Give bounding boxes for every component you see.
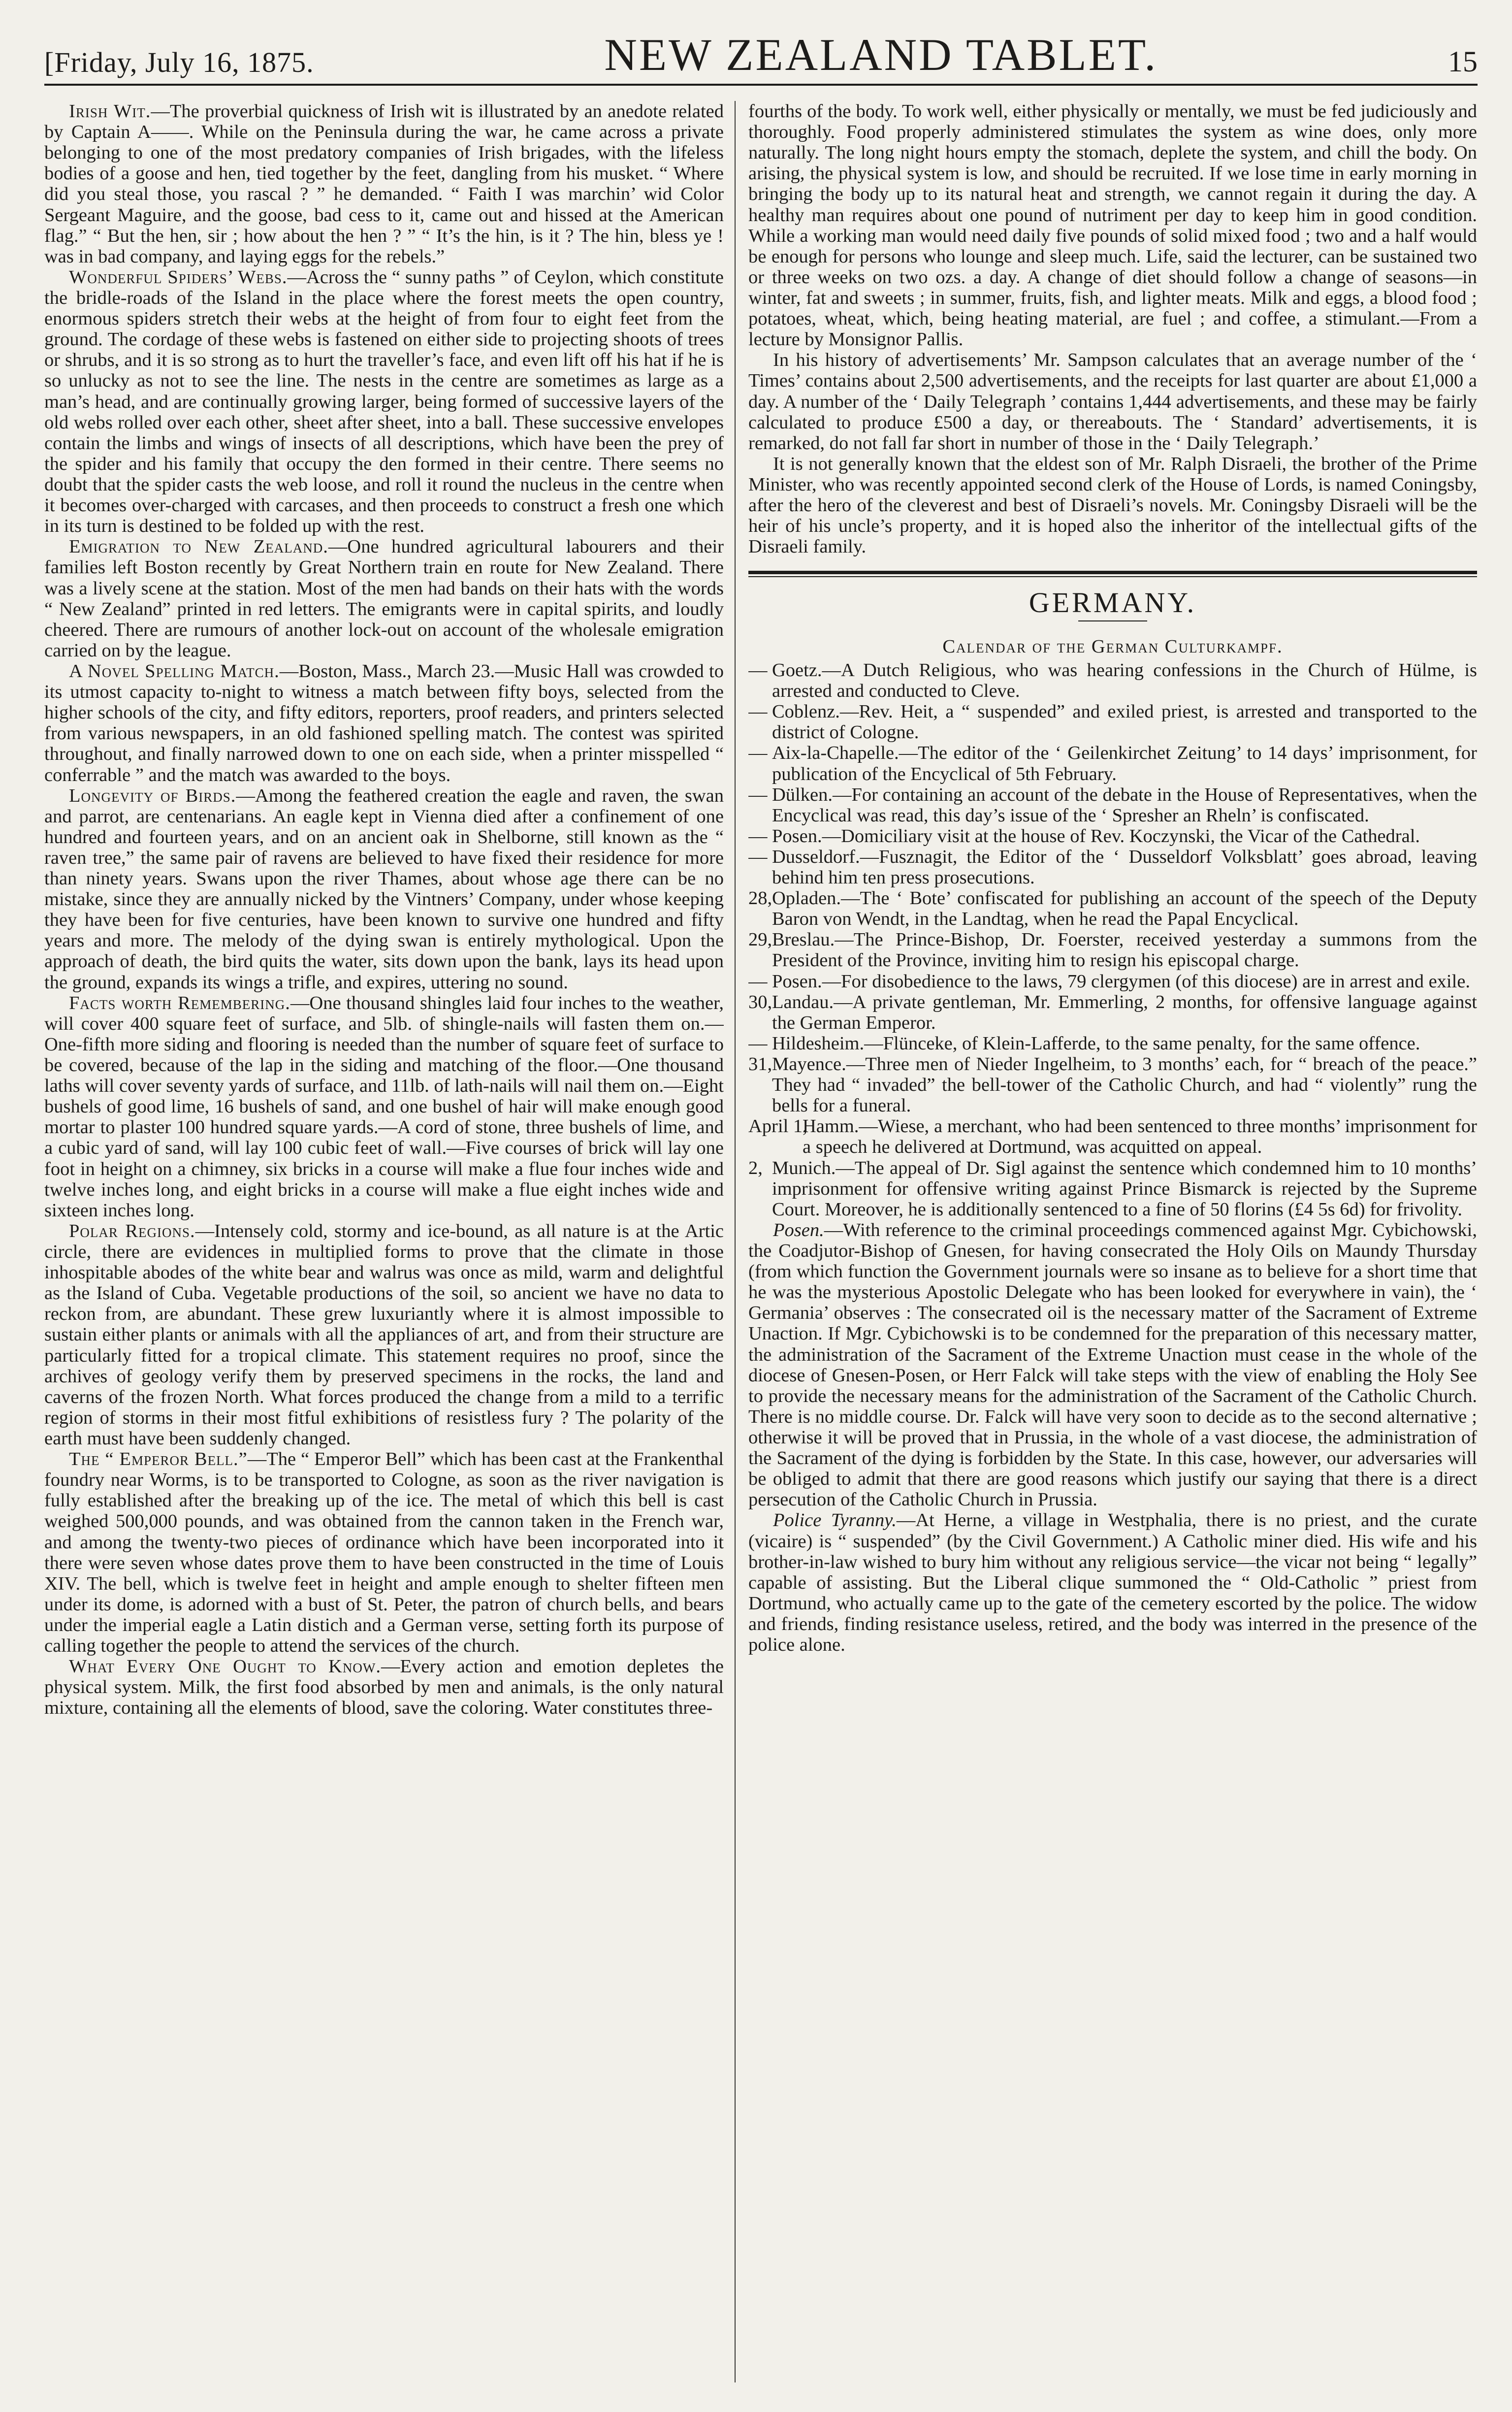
calendar-entry: — Coblenz.—Rev. Heit, a “ suspended” and exiled priest, is arrested and transported to the district of Cologne. (748, 701, 1477, 743)
article-what-everyone-know: What Every One Ought to Know.—Every action and emotion depletes the physical system. Milk, the first food absorbed by men and animals, is the only natural mixture, containing all the elements of blood, save the coloring. Water constitutes three- (44, 1656, 724, 1719)
page-number: 15 (1448, 45, 1478, 78)
issue-date: [Friday, July 16, 1875. (44, 46, 314, 78)
article-spelling-match: A Novel Spelling Match.—Boston, Mass., March 23.—Music Hall was crowded to its utmost capacity to-night to witness a match between fifty boys, selected from the higher schools of the city, and fifty editors, reporters, proof readers, and printers selected from various newspapers, in an old fashioned spelling match. The contest was spirited throughout, and finally narrowed down to one on each side, when a printer misspelled “ conferrable ” and the match was awarded to the boys. (44, 660, 724, 785)
calendar-entry: — Posen.—Domiciliary visit at the house of Rev. Koczynski, the Vicar of the Cathedral. (748, 825, 1420, 847)
calendar-entry: — Goetz.—A Dutch Religious, who was hearing confessions in the Church of Hülme, is arrested and conducted to Cleve. (748, 659, 1477, 702)
calendar-entry: 2, Munich.—The appeal of Dr. Sigl against the sentence which condemned him to 10 months’ imprisonment for offensive writing against Prince Bismarck is rejected by the Supreme Court. Moreover, he is additionally sentenced to a fine of 50 florins (£4 5s 6d) for frivolity. (748, 1157, 1477, 1220)
column-divider (735, 101, 736, 2382)
article-longevity-birds: Longevity of Birds.—Among the feathered creation the eagle and raven, the swan and parrot, are centenarians. An eagle kept in Vienna died after a confinement of one hundred and fourteen years, and on an ancient oak in Shelborne, still known as the “ raven tree,” the same pair of ravens are believed to have fixed their residence for more than ninety years. Swans upon the river Thames, about whose age there can be no mistake, since they are annually nicked by the Vintners’ Company, under whose keeping they have been for five centuries, have been known to survive one hundred and fifty years and more. The melody of the dying swan is entirely mythological. Upon the approach of death, the bird quits the water, sits down upon the bank, lays its head upon the ground, expands its wings a trifle, and expires, uttering no sound. (44, 785, 724, 993)
article-facts-remembering: Facts worth Remembering.—One thousand shingles laid four inches to the weather, will cover 400 square feet of surface, and 5lb. of shingle-nails will fasten them on.—One-fifth more siding and flooring is needed than the number of square feet of surface to be covered, because of the lap in the siding and matching of the floor.—One thousand laths will cover seventy yards of surface, and 11lb. of lath-nails will nail them on.—Eight bushels of good lime, 16 bushels of sand, and one bushel of hair will make enough good mortar to plaster 100 hundred square yards.—A cord of stone, three bushels of lime, and a cubic yard of sand, will lay 100 cubic feet of wall.—Five courses of brick will lay one foot in height on a chimney, six bricks in a course will make a flue four inches wide and twelve inches long, and eight bricks in a course will make a flue eight inches wide and sixteen inches long. (44, 992, 724, 1221)
calendar-list (748, 660, 1477, 1220)
calendar-entry: — Dusseldorf.—Fusznagit, the Editor of the ‘ Dusseldorf Volksblatt’ goes abroad, leaving behind him ten press prosecutions. (748, 846, 1477, 888)
calendar-entry: April 1, Hamm.—Wiese, a merchant, who had been sentenced to three months’ imprisonment for a speech he delivered at Dortmund, was acquitted on appeal. (748, 1116, 1477, 1158)
calendar-entry: 30, Landau.—A private gentleman, Mr. Emmerling, 2 months, for offensive language against the German Emperor. (748, 991, 1477, 1033)
calendar-entry: 28, Opladen.—The ‘ Bote’ confiscated for publishing an account of the speech of the Deputy Baron von Wendt, in the Landtag, when he read the Papal Encyclical. (748, 888, 1477, 930)
section-subtitle: Calendar of the German Culturkampf. (942, 636, 1283, 657)
page-header (44, 20, 1478, 86)
article-emperor-bell: The “ Emperor Bell.”—The “ Emperor Bell” which has been cast at the Frankenthal foundry near Worms, is to be transported to Cologne, as soon as the river navigation is fully established after the breaking up of the ice. The metal of which this bell is cast weighed 500,000 pounds, and was obtained from the cannon taken in the French war, and among the twenty-two pieces of ordinance which have been incorporated into it there were seven whose dates prove them to have been constructed in the time of Louis XIV. The bell, which is twelve feet in height and ample enough to shelter fifteen men under its dome, is adorned with a bust of St. Peter, the patron of church bells, and bears under the imperial eagle a Latin distich and a German verse, setting forth its purpose of calling together the people to attend the services of the church. (44, 1449, 724, 1657)
ornament-rule (1078, 620, 1147, 628)
article-advertisements: In his history of advertisements’ Mr. Sampson calculates that an average number of the ‘ Times’ contains about 2,500 advertisements, and the receipts for last quarter are about £1,000 a day. A number of the ‘ Daily Telegraph ’ contains 1,444 advertisements, and these may be fairly calculated to produce £500 a day, or thereabouts. The ‘ Standard’ advertisements, it is remarked, do not fall far short in number of those in the ‘ Daily Telegraph.’ (748, 350, 1477, 454)
article-emigration: Emigration to New Zealand.—One hundred agricultural labourers and their families left Boston recently by Great Northern train en route for New Zealand. There was a lively scene at the station. Most of the men had bands on their hats with the words “ New Zealand” printed in red letters. The emigrants were in capital spirits, and loudly cheered. There are rumours of another lock-out on account of the wholesale emigration carried on by the league. (44, 536, 724, 661)
right-column (748, 101, 1477, 2385)
article-spiders-webs: Wonderful Spiders’ Webs.—Across the “ sunny paths ” of Ceylon, which constitute the bridle-roads of the Island in the place where the forest meets the open country, enormous spiders stretch their webs at the height of from four to eight feet from the ground. The cordage of these webs is fastened on either side to projecting shoots of trees or shrubs, and it is so strong as to hurt the traveller’s face, and even lift off his hat if he is so unlucky as not to see the line. The nests in the centre are sometimes as large as a man’s head, and are continually growing larger, being formed of successive layers of the old webs rolled over each other, sheet after sheet, into a ball. These successive envelopes contain the limbs and wings of insects of all descriptions, which have been the prey of the spider and his family that occupy the den formed in their centre. There seems no doubt that the spider casts the web loose, and roll it round the nucleus in the centre when it becomes over-charged with carcases, and then proceeds to construct a fresh one which in its turn is destined to be folded up with the rest. (44, 266, 724, 537)
section-title-germany: GERMANY. (1029, 587, 1197, 619)
article-police-tyranny: Police Tyranny.—At Herne, a village in Westphalia, there is no priest, and the curate (vicaire) is “ suspended” (by the Civil Government.) A Catholic miner died. His wife and his brother-in-law wished to bury him without any religious service—the vicar not being “ legally” capable of assisting. But the Liberal clique summoned the “ Old-Catholic ” priest from Dortmund, who actually came up to the gate of the cemetery escorted by the police. The widow and friends, finding resistance useless, retired, and the body was interred in the presence of the police alone. (748, 1510, 1477, 1656)
article-continued: fourths of the body. To work well, either physically or mentally, we must be fed judiciously and thoroughly. Food properly administered stimulates the system as wine does, only more naturally. The long night hours empty the stomach, deplete the system, and chill the body. On arising, the physical system is low, and should be recruited. If we lose time in early morning in bringing the body up to its natural heat and strength, we cannot regain it during the day. A healthy man requires about one pound of nutriment per day to keep him in good condition. While a working man would need daily five pounds of solid mixed food ; two and a half would be enough for persons who lounge and sleep much. Life, said the lecturer, can be sustained two or three weeks on two ozs. a day. A change of diet should follow a change of seasons—in winter, fat and sweets ; in summer, fruits, fish, and lighter meats. Milk and eggs, a blood food ; potatoes, wheat, which, being heating material, are fuel ; and coffee, a stimulant.—From a lecture by Monsignor Pallis. (748, 101, 1477, 350)
article-polar-regions: Polar Regions.—Intensely cold, stormy and ice-bound, as all nature is at the Artic circle, there are evidences in multiplied forms to prove that the climate in those inhospitable abodes of the white bear and walrus was once as mild, warm and delightful as the Island of Cuba. Vegetable productions of the soil, so ancient we have no data to reckon from, are abundant. These grew luxuriantly where it is almost impossible to sustain either plants or animals with all the appliances of art, and from their structure are particularly fitted for a tropical climate. This statement requires no proof, since the archives of geology verify them by preserved specimens in the rocks, the land and caverns of the frozen North. What forces produced the change from a mild to a terrific region of storms in their most fitful exhibitions of resistless fury ? The polarity of the earth must have been suddenly changed. (44, 1220, 724, 1449)
article-disraeli: It is not generally known that the eldest son of Mr. Ralph Disraeli, the brother of the Prime Minister, who was recently appointed second clerk of the House of Lords, is named Coningsby, after the hero of the cleverest and best of Disraeli’s novels. Mr. Coningsby Disraeli will be the heir of his uncle’s property, and it is hoped also the inheritor of the intellectual gifts of the Disraeli family. (748, 453, 1477, 557)
calendar-entry: — Dülken.—For containing an account of the debate in the House of Representatives, when the Encyclical was read, this day’s issue of the ‘ Spresher an Rheln’ is confiscated. (748, 784, 1477, 826)
left-column (44, 101, 724, 2385)
masthead-title: NEW ZEALAND TABLET. (604, 30, 1158, 80)
article-posen: Posen.—With reference to the criminal proceedings commenced against Mgr. Cybichowski, the Coadjutor-Bishop of Gnesen, for having consecrated the Holy Oils on Maundy Thursday (from which function the Government journals were so insane as to believe for a short time that he was the mysterious Apostolic Delegate who has been looked for everywhere in vain), the ‘ Germania’ observes : The consecrated oil is the necessary matter of the Sacrament of Extreme Unaction. If Mgr. Cybichowski is to be condemned for the preparation of this necessary matter, the administration of the Sacrament of the Extreme Unaction must cease in the whole of the diocese of Gnesen-Posen, or Herr Falck will take steps with the view of enabling the Holy See to provide the necessary means for the administration of the Sacrament of the Catholic Church. There is no middle course. Dr. Falck will have very soon to decide as to the second alternative ; otherwise it will be proved that in Prussia, in the whole of a vast diocese, the administration of the Sacrament of the dying is forbidden by the State. In this case, however, our adversaries will be obliged to admit that there are good reasons which justify our saying that there is a direct persecution of the Catholic Church in Prussia. (748, 1219, 1477, 1510)
section-rule (748, 571, 1477, 577)
calendar-entry: — Hildesheim.—Flünceke, of Klein-Lafferde, to the same penalty, for the same offence. (748, 1033, 1420, 1054)
article-irish-wit: Irish Wit.—The proverbial quickness of Irish wit is illustrated by an anedote related by Captain A——. While on the Peninsula during the war, he came across a private belonging to one of the most predatory companies of Irish brigades, with the lifeless bodies of a goose and hen, tied together by the feet, dangling from his musket. “ Where did you steal those, you rascal ? ” he demanded. “ Faith I was marchin’ wid Color Sergeant Maguire, and the goose, bad cess to it, came out and hissed at the American flag.” “ But the hen, sir ; how about the hen ? ” “ It’s the hin, is it ? The hin, bless ye ! was in bad company, and laying eggs for the rebels.” (44, 101, 724, 267)
calendar-entry: — Posen.—For disobedience to the laws, 79 clergymen (of this diocese) are in arrest and exile. (748, 971, 1471, 992)
calendar-entry: 31, Mayence.—Three men of Nieder Ingelheim, to 3 months’ each, for “ breach of the peace.” They had “ invaded” the bell-tower of the Catholic Church, and had “ violently” rung the bells for a funeral. (748, 1054, 1477, 1116)
calendar-entry: 29, Breslau.—The Prince-Bishop, Dr. Foerster, received yesterday a summons from the President of the Province, inviting him to resign his episcopal charge. (748, 929, 1477, 971)
calendar-entry: — Aix-la-Chapelle.—The editor of the ‘ Geilenkirchet Zeitung’ to 14 days’ imprisonment, for publication of the Encyclical of 5th February. (748, 743, 1477, 784)
